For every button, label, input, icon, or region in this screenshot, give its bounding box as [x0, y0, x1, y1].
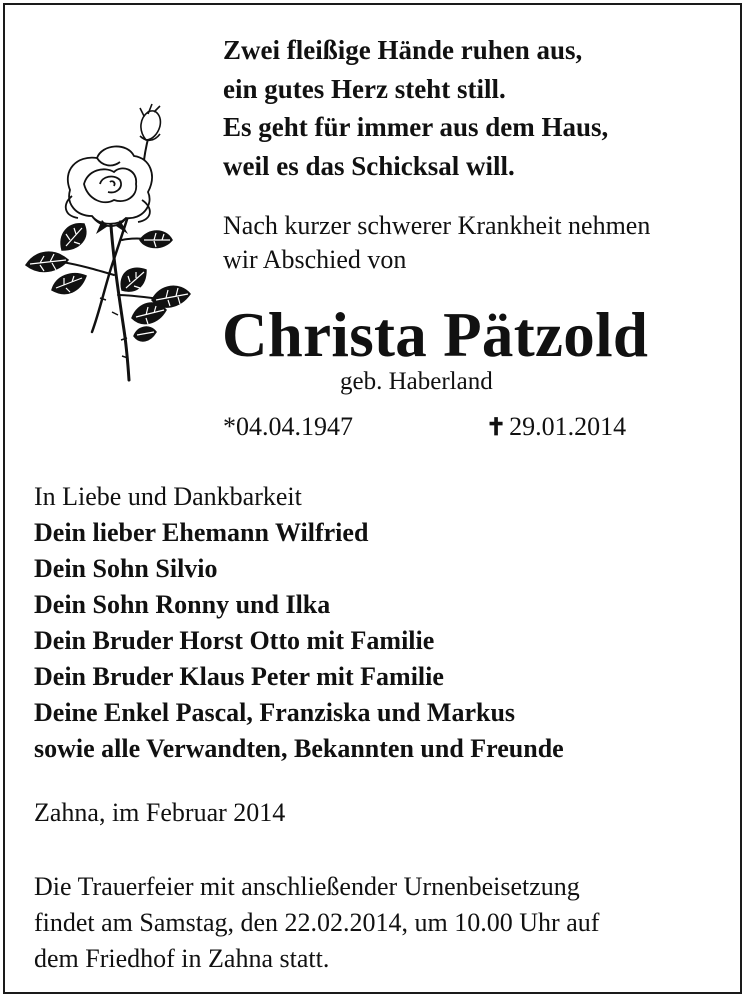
poem-line: Zwei fleißige Hände ruhen aus,	[223, 35, 583, 65]
intro-line: wir Abschied von	[223, 245, 407, 274]
funeral-line: findet am Samstag, den 22.02.2014, um 10.00 Uhr auf	[34, 908, 600, 937]
death-date: 29.01.2014	[509, 412, 627, 441]
intro-text	[223, 209, 650, 277]
funeral-line: dem Friedhof in Zahna statt.	[34, 944, 330, 973]
birth-name: geb. Haberland	[340, 368, 493, 395]
funeral-info	[34, 869, 599, 977]
poem-line: ein gutes Herz steht still.	[223, 73, 506, 104]
mourner-line: Deine Enkel Pascal, Franziska und Markus	[34, 698, 516, 727]
mourners-lead: In Liebe und Dankbarkeit	[34, 482, 302, 511]
place-date: Zahna, im Februar 2014	[34, 798, 286, 827]
mourner-line: Dein Sohn Silvio	[34, 554, 218, 583]
mourner-line: Dein lieber Ehemann Wilfried	[34, 518, 369, 547]
mourner-line: Dein Sohn Ronny und Ilka	[34, 590, 331, 619]
rose-illustration	[22, 100, 194, 385]
mourners-block	[34, 479, 564, 767]
mourner-line: sowie alle Verwandten, Bekannten und Freunde	[34, 734, 564, 763]
deceased-name: Christa Pätzold	[222, 300, 649, 370]
cross-icon: ✝	[486, 415, 507, 441]
poem-line: Es geht für immer aus dem Haus,	[223, 112, 609, 142]
mourner-line: Dein Bruder Klaus Peter mit Familie	[34, 662, 444, 691]
intro-line: Nach kurzer schwerer Krankheit nehmen	[223, 211, 651, 240]
funeral-line: Die Trauerfeier mit anschließender Urnenbeisetzung	[34, 872, 580, 901]
poem-line: weil es das Schicksal will.	[223, 150, 515, 181]
poem	[223, 31, 608, 185]
mourner-line: Dein Bruder Horst Otto mit Familie	[34, 626, 435, 655]
birth-date: *04.04.1947	[223, 412, 353, 441]
death-date-line	[486, 410, 626, 445]
